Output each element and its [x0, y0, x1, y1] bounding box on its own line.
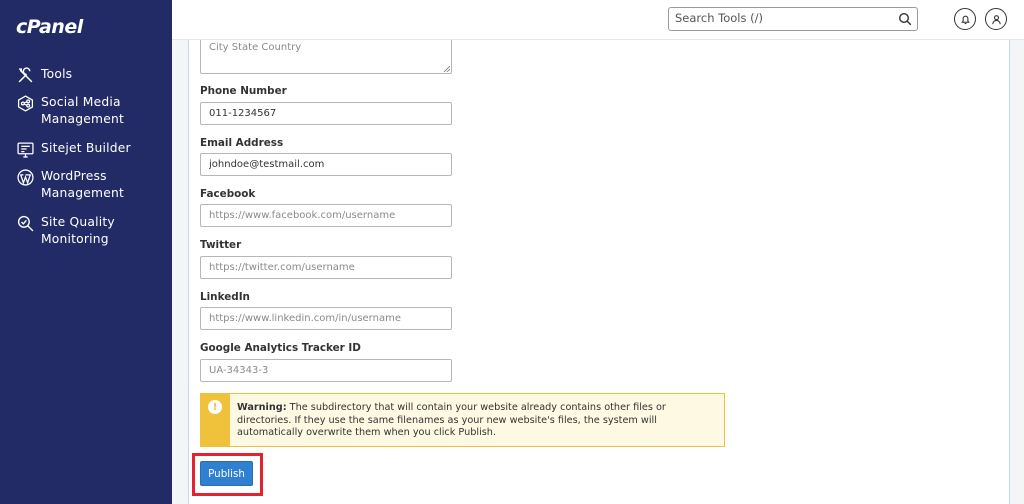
twitter-field[interactable] [200, 256, 452, 279]
warning-message [237, 402, 717, 440]
sidebar-item-sitejet[interactable] [16, 140, 151, 158]
sidebar-item-label: Sitejet Builder [41, 141, 131, 155]
publish-button[interactable]: Publish [200, 461, 253, 486]
user-menu-button[interactable] [985, 8, 1007, 30]
search-box[interactable] [668, 7, 918, 31]
linkedin-label: LinkedIn [200, 291, 250, 303]
bell-icon [960, 14, 971, 25]
facebook-field[interactable] [200, 204, 452, 227]
tools-icon [16, 66, 34, 84]
warning-alert [200, 393, 725, 447]
search-input[interactable] [675, 11, 890, 25]
sidebar-item-label: Social Media Management [41, 95, 125, 126]
analytics-field[interactable] [200, 359, 452, 382]
sidebar-item-label: Site Quality Monitoring [41, 215, 115, 246]
facebook-label: Facebook [200, 188, 256, 200]
email-field[interactable] [200, 153, 452, 176]
analytics-label: Google Analytics Tracker ID [200, 342, 361, 354]
social-media-icon [16, 94, 34, 112]
sidebar-item-label: WordPress Management [41, 169, 125, 200]
sidebar-item-social-media[interactable] [16, 94, 151, 128]
user-icon [991, 14, 1002, 25]
top-bar [172, 0, 1024, 40]
email-label: Email Address [200, 137, 284, 149]
wordpress-icon [16, 168, 34, 186]
linkedin-field[interactable] [200, 307, 452, 330]
twitter-label: Twitter [200, 239, 242, 251]
sidebar-item-tools[interactable] [16, 66, 151, 84]
search-icon[interactable] [898, 12, 912, 26]
sidebar-item-label: Tools [41, 67, 73, 81]
cpanel-logo[interactable]: cPanel [16, 16, 83, 38]
site-quality-icon [16, 214, 34, 232]
sidebar [0, 0, 172, 504]
phone-label: Phone Number [200, 85, 287, 97]
resize-grip-icon[interactable] [444, 66, 450, 72]
phone-field[interactable] [200, 102, 452, 125]
warning-title: Warning: [237, 402, 287, 413]
sitejet-icon [16, 140, 34, 158]
address-textarea[interactable] [200, 40, 452, 74]
sidebar-item-site-quality[interactable] [16, 214, 151, 248]
warning-bar [201, 394, 230, 446]
notifications-button[interactable] [954, 8, 976, 30]
warning-body: The subdirectory that will contain your website already contains other files or directories. If they use the same filenames as your new website's files, the system will automatically overwrite them when you click Publish. [237, 402, 666, 439]
sidebar-item-wordpress[interactable] [16, 168, 151, 202]
exclamation-icon: ! [208, 400, 222, 414]
